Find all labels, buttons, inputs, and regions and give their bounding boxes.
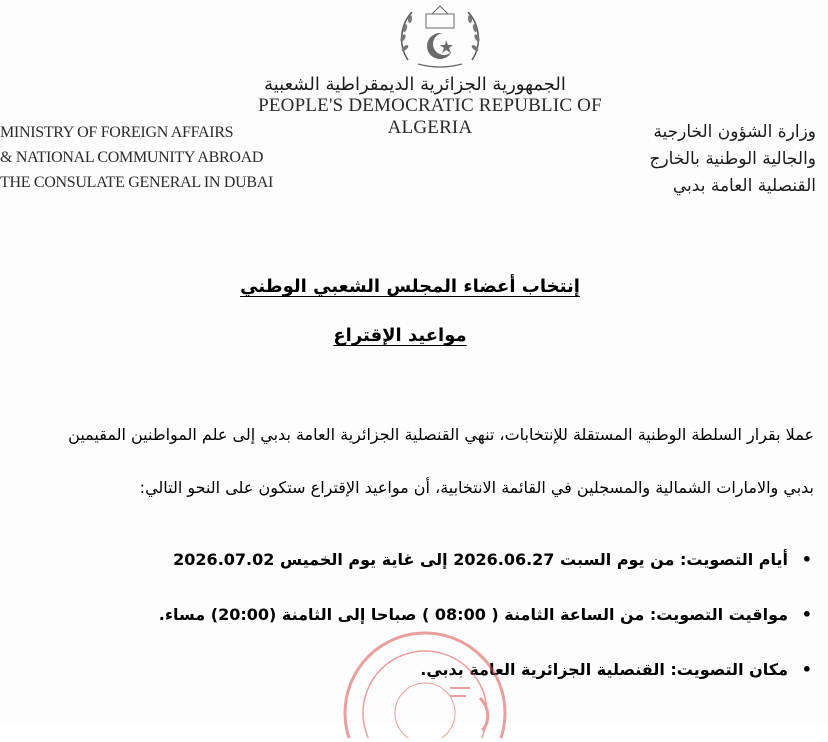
ministry-arabic-block xyxy=(556,119,816,200)
voting-details-list xyxy=(14,540,814,705)
ministry-line-2: & NATIONAL COMMUNITY ABROAD xyxy=(0,149,264,166)
announcement-paragraph-line-2: بدبي والامارات الشمالية والمسجلين في القائمة الانتخابية، أن مواعيد الإقتراع ستكون على النحو التالي: xyxy=(139,478,814,497)
list-item-voting-hours: • مواقيت التصويت: من الساعة الثامنة ( 08:00 ) صباحا إلى الثامنة (20:00) مساء. xyxy=(14,595,814,650)
algeria-coat-of-arms-icon xyxy=(388,0,492,70)
arabic-republic-title: الجمهورية الجزائرية الديمقراطية الشعبية xyxy=(264,74,566,95)
ministry-line-1: MINISTRY OF FOREIGN AFFAIRS xyxy=(0,124,234,141)
ministry-line-3: THE CONSULATE GENERAL IN DUBAI xyxy=(0,174,274,191)
list-item-voting-days: • أيام التصويت: من يوم السبت 2026.06.27 إلى غاية يوم الخميس 2026.07.02 xyxy=(14,540,814,595)
english-republic-title: PEOPLE'S DEMOCRATIC REPUBLIC OF ALGERIA xyxy=(258,95,602,138)
list-item-voting-place: • مكان التصويت: القنصلية الجزائرية العامة بدبي. xyxy=(14,650,814,705)
sub-title: مواعيد الإقتراع xyxy=(333,325,467,346)
ministry-arabic-line-1: وزارة الشؤون الخارجية xyxy=(653,122,816,142)
announcement-paragraph-line-1: عملا بقرار السلطة الوطنية المستقلة للإنتخابات، تنهي القنصلية الجزائرية العامة بدبي إلى علم المواطنين المقيمين xyxy=(68,425,814,444)
ministry-arabic-line-3: القنصلية العامة بدبي xyxy=(672,176,816,196)
ministry-arabic-line-2: والجالية الوطنية بالخارج xyxy=(649,149,816,169)
ministry-english-block xyxy=(0,120,300,195)
main-title: إنتخاب أعضاء المجلس الشعبي الوطني xyxy=(240,276,580,297)
